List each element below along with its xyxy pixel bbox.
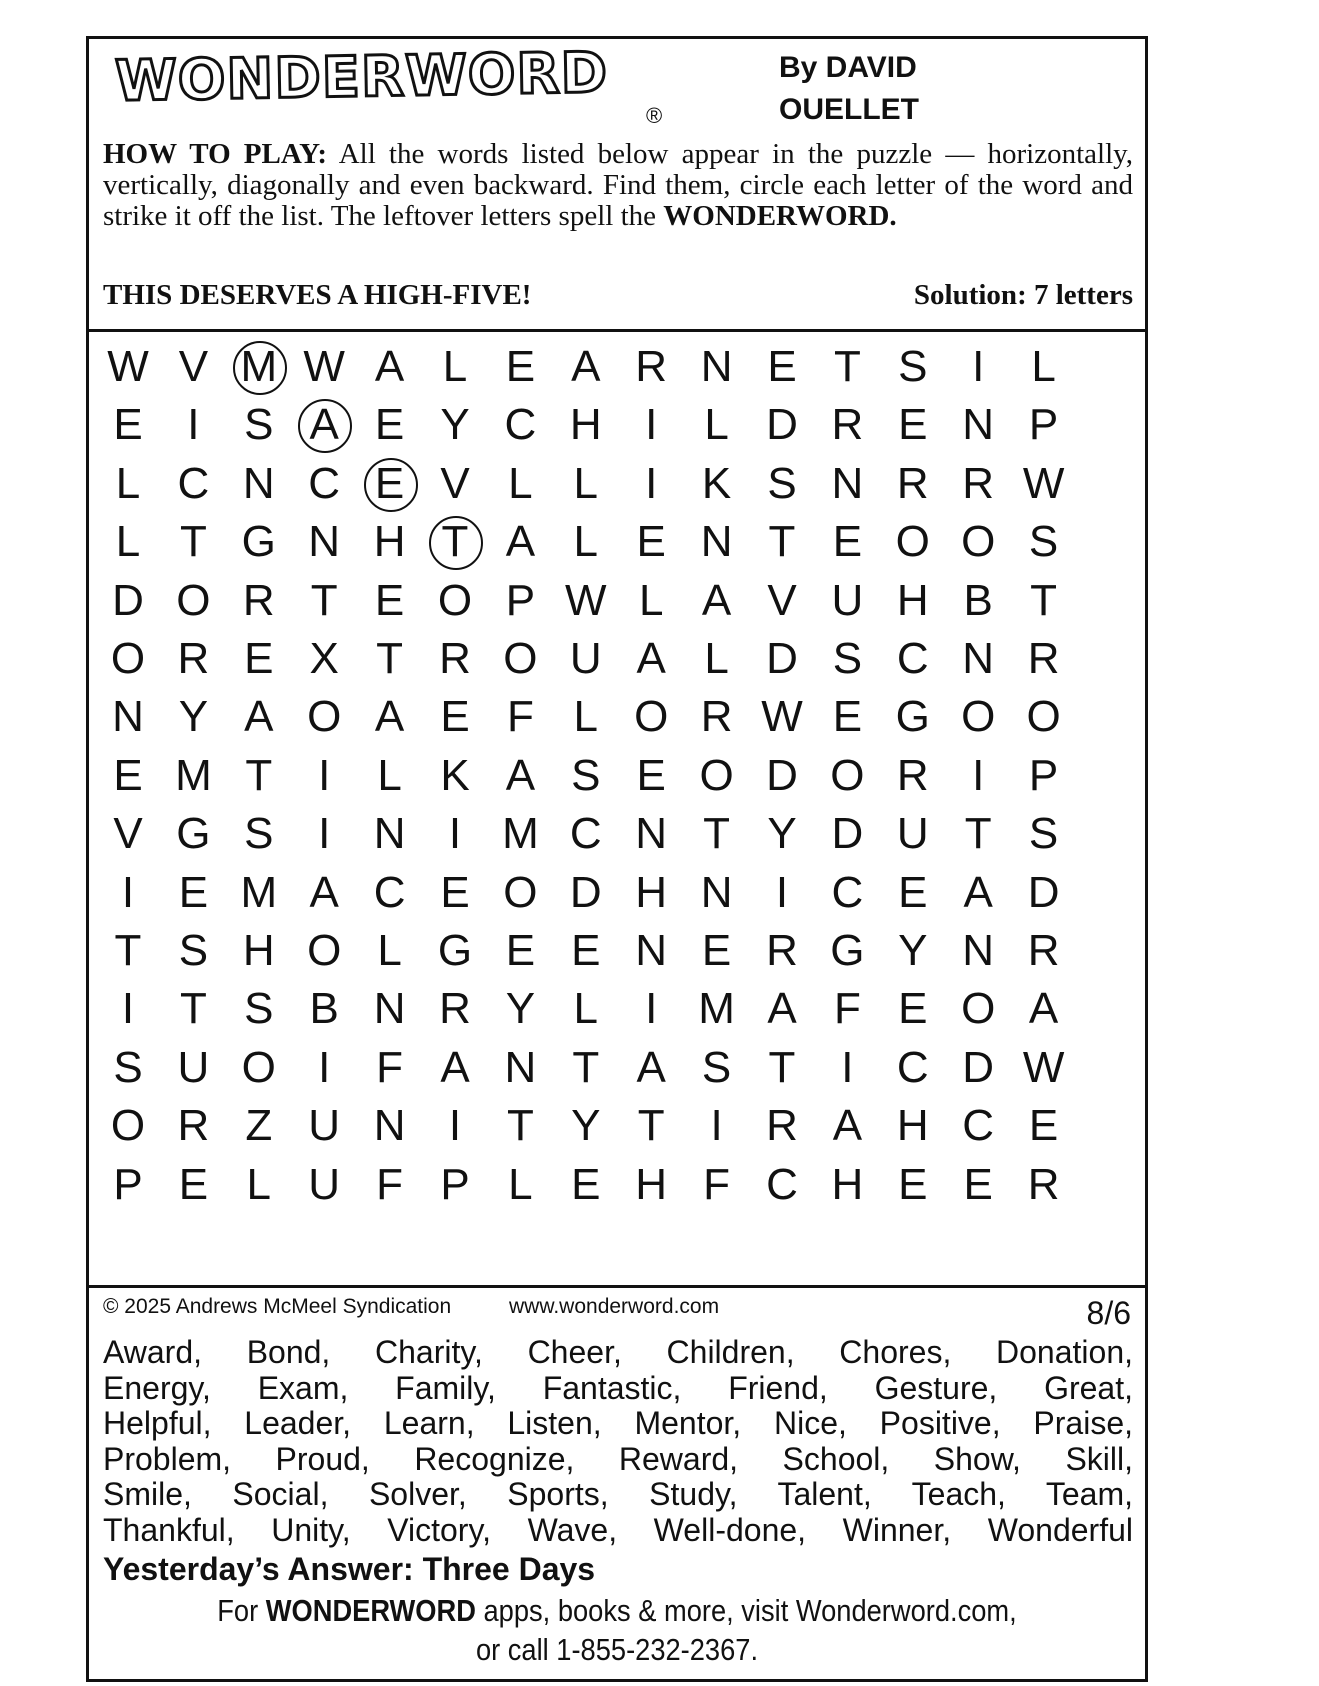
grid-letter[interactable]: D xyxy=(1027,867,1060,917)
grid-letter[interactable]: S xyxy=(1028,517,1059,567)
grid-letter[interactable]: Z xyxy=(245,1101,273,1151)
grid-letter-circled[interactable]: M xyxy=(234,342,284,392)
author-byline xyxy=(779,47,1079,131)
grid-letter[interactable]: O xyxy=(503,867,538,917)
grid-letter[interactable]: A xyxy=(963,867,993,917)
grid-letter[interactable]: N xyxy=(962,400,995,450)
promo-line-1 xyxy=(152,1591,1081,1630)
grid-letter[interactable]: L xyxy=(115,517,141,567)
grid-letter[interactable]: A xyxy=(701,575,732,625)
puzzle-clue: THIS DESERVES A HIGH-FIVE! xyxy=(103,279,532,311)
grid-letter[interactable]: G xyxy=(241,517,276,567)
grid-letter[interactable]: D xyxy=(112,575,144,625)
grid-letter[interactable]: G xyxy=(895,692,930,742)
how-to-play-end: WONDERWORD. xyxy=(663,200,897,232)
grid-letter[interactable]: U xyxy=(896,809,929,859)
grid-letter[interactable]: R xyxy=(1027,926,1060,975)
grid-letter[interactable]: N xyxy=(700,342,733,391)
grid-letter[interactable]: W xyxy=(1022,1042,1065,1092)
grid-letter[interactable]: E xyxy=(898,984,928,1034)
grid-letter[interactable]: W xyxy=(565,575,607,625)
grid-letter[interactable]: T xyxy=(1030,575,1058,625)
grid-letter[interactable]: D xyxy=(569,867,602,917)
grid-letter[interactable]: S xyxy=(113,1042,143,1092)
grid-letter[interactable]: R xyxy=(635,342,668,391)
grid-letter[interactable]: C xyxy=(766,1159,798,1209)
grid-letter[interactable]: W xyxy=(303,342,345,391)
grid-letter[interactable]: A xyxy=(636,634,666,683)
grid-letter[interactable]: Y xyxy=(898,926,928,975)
grid-letter[interactable]: C xyxy=(308,458,341,508)
grid-letter[interactable]: E xyxy=(767,342,797,391)
grid-letter[interactable]: N xyxy=(831,458,864,508)
grid-letter[interactable]: L xyxy=(573,517,599,567)
grid-letter[interactable]: I xyxy=(448,1101,462,1151)
grid-letter[interactable]: T xyxy=(572,1042,600,1092)
grid-letter[interactable]: E xyxy=(636,517,666,567)
grid-letter[interactable]: N xyxy=(373,809,406,859)
grid-letter[interactable]: I xyxy=(121,984,135,1034)
grid-letter-circled[interactable]: E xyxy=(365,459,415,509)
grid-letter[interactable]: E xyxy=(832,517,863,567)
grid-letter[interactable]: O xyxy=(307,926,342,975)
grid-letter[interactable]: R xyxy=(1027,634,1060,683)
grid-letter[interactable]: A xyxy=(374,342,405,391)
how-to-play xyxy=(103,139,1133,232)
grid-letter[interactable]: P xyxy=(505,575,536,625)
grid-letter[interactable]: P xyxy=(440,1159,470,1209)
grid-letter[interactable]: E xyxy=(571,926,601,975)
grid-letter[interactable]: E xyxy=(440,867,470,917)
letter-grid xyxy=(89,332,1145,1288)
grid-letter[interactable]: P xyxy=(1028,750,1059,800)
grid-letter[interactable]: I xyxy=(318,750,331,800)
grid-letter[interactable]: G xyxy=(437,926,473,975)
grid-letter[interactable]: R xyxy=(439,984,471,1034)
grid-letter[interactable]: I xyxy=(448,809,462,859)
grid-letter[interactable]: D xyxy=(831,809,864,859)
grid-letter[interactable]: T xyxy=(768,1042,796,1092)
grid-letter[interactable]: E xyxy=(113,400,143,450)
grid-letter[interactable]: P xyxy=(1028,400,1059,450)
grid-letter[interactable]: T xyxy=(637,1101,665,1151)
grid-letter[interactable]: Y xyxy=(178,692,209,742)
grid-letter[interactable]: O xyxy=(895,517,930,567)
grid-letter[interactable]: O xyxy=(437,575,473,625)
grid-letter[interactable]: T xyxy=(114,926,142,975)
how-to-play-label: HOW TO PLAY: xyxy=(103,138,328,170)
grid-letter[interactable]: E xyxy=(963,1159,993,1209)
grid-letter[interactable]: B xyxy=(963,575,993,625)
grid-letter[interactable]: S xyxy=(767,458,797,508)
word-list-line: Smile, Social, Solver, Sports, Study, Talent, Teach, Team, xyxy=(103,1476,1133,1512)
grid-letter[interactable]: O xyxy=(110,634,146,683)
grid-letter[interactable]: S xyxy=(701,1042,732,1092)
grid-letter[interactable]: E xyxy=(505,342,536,391)
grid-letter[interactable]: V xyxy=(440,458,470,508)
registered-mark: ® xyxy=(646,103,663,128)
grid-letter[interactable]: T xyxy=(703,809,731,859)
how-to-play-text: All the words listed below appear in the puzzle — horizontally, vertically, diagonally and even backward. Find them, circle each letter of the word and strike it off the list. The leftover letters spell the xyxy=(103,138,1134,232)
grid-letter[interactable]: N xyxy=(962,634,995,683)
grid-letter[interactable]: L xyxy=(442,342,468,391)
grid-letter[interactable]: N xyxy=(308,517,341,567)
grid-letter[interactable]: T xyxy=(376,634,404,683)
grid-letter[interactable]: G xyxy=(830,926,865,975)
grid-letter[interactable]: S xyxy=(832,634,863,683)
byline-line-2: OUELLET xyxy=(779,93,919,126)
grid-letter[interactable]: L xyxy=(638,575,664,625)
grid-letter[interactable]: W xyxy=(1022,458,1065,508)
solution-length: Solution: 7 letters xyxy=(913,279,1133,311)
grid-letter[interactable]: I xyxy=(645,984,658,1034)
grid-letter[interactable]: V xyxy=(767,575,797,625)
grid-letter[interactable]: O xyxy=(961,517,996,567)
grid-letter[interactable]: O xyxy=(110,1101,146,1151)
grid-letter[interactable]: L xyxy=(573,458,599,508)
grid-letter[interactable]: R xyxy=(896,750,929,800)
grid-letter[interactable]: A xyxy=(571,342,601,391)
grid-letter[interactable]: E xyxy=(178,867,209,917)
grid-letter[interactable]: R xyxy=(1027,1159,1060,1209)
grid-letter[interactable]: O xyxy=(634,692,669,742)
grid-letter[interactable]: C xyxy=(373,867,406,917)
grid-letter[interactable]: I xyxy=(710,1101,723,1151)
grid-letter[interactable]: O xyxy=(830,750,865,800)
grid-letter[interactable]: F xyxy=(376,1159,404,1209)
grid-letter[interactable]: E xyxy=(898,400,928,450)
grid-letter[interactable]: F xyxy=(703,1159,731,1209)
grid-letter[interactable]: A xyxy=(636,1042,666,1092)
grid-letter[interactable]: L xyxy=(115,458,141,508)
grid-letter[interactable]: C xyxy=(896,634,929,683)
grid-letter[interactable]: L xyxy=(246,1159,272,1209)
promo-line-2: or call 1-855-232-2367. xyxy=(475,1632,759,1667)
grid-letter[interactable]: U xyxy=(177,1042,210,1092)
grid-letter[interactable]: S xyxy=(244,400,274,450)
grid-letter[interactable]: A xyxy=(244,692,274,742)
grid-letter[interactable]: L xyxy=(508,1159,533,1209)
grid-letter[interactable]: E xyxy=(244,634,274,683)
puzzle-header xyxy=(89,39,1145,332)
grid-letter[interactable]: C xyxy=(831,867,864,917)
grid-letter[interactable]: P xyxy=(113,1159,143,1209)
grid-letter[interactable]: W xyxy=(761,692,803,742)
grid-letter[interactable]: E xyxy=(898,867,928,917)
grid-letter[interactable]: A xyxy=(374,692,405,742)
grid-letter[interactable]: I xyxy=(972,750,985,800)
grid-letter[interactable]: L xyxy=(573,692,599,742)
grid-letter[interactable]: D xyxy=(962,1042,995,1092)
grid-letter[interactable]: S xyxy=(571,750,601,800)
grid-letter[interactable]: L xyxy=(377,750,402,800)
grid-letter[interactable]: C xyxy=(177,458,210,508)
word-list-line: Helpful, Leader, Learn, Listen, Mentor, Nice, Positive, Praise, xyxy=(103,1405,1133,1441)
grid-letter[interactable]: F xyxy=(833,984,861,1034)
grid-letter[interactable]: E xyxy=(374,400,405,450)
grid-letter[interactable]: R xyxy=(831,400,864,450)
grid-letter[interactable]: N xyxy=(373,1101,406,1151)
grid-letter[interactable]: H xyxy=(569,400,602,450)
grid-letter[interactable]: A xyxy=(309,867,339,917)
puzzle-footer xyxy=(89,1289,1145,1679)
grid-letter[interactable]: U xyxy=(308,1101,341,1151)
website-link[interactable]: www.wonderword.com xyxy=(509,1295,720,1318)
grid-letter[interactable]: X xyxy=(309,634,339,683)
puzzle-date: 8/6 xyxy=(1086,1295,1131,1331)
grid-letter[interactable]: U xyxy=(308,1159,341,1209)
grid-letter[interactable]: H xyxy=(831,1159,864,1209)
grid-letter[interactable]: O xyxy=(1026,692,1061,742)
grid-letter[interactable]: E xyxy=(113,750,143,800)
grid-letter[interactable]: N xyxy=(373,984,406,1034)
grid-letter[interactable]: E xyxy=(898,1159,928,1209)
grid-letter[interactable]: S xyxy=(1028,809,1059,859)
grid-letter[interactable]: H xyxy=(635,867,668,917)
grid-letter[interactable]: H xyxy=(896,575,929,625)
grid-letter[interactable]: E xyxy=(571,1159,601,1209)
grid-letter[interactable]: R xyxy=(177,1101,210,1151)
grid-letter[interactable]: V xyxy=(113,809,143,859)
grid-letter[interactable]: T xyxy=(506,1101,534,1151)
word-list-line: Energy, Exam, Family, Fantastic, Friend, Gesture, Great, xyxy=(103,1369,1133,1406)
grid-letter[interactable]: M xyxy=(240,867,278,917)
grid-letter[interactable]: N xyxy=(700,867,733,917)
promo-suffix: apps, books & more, visit Wonderword.com, xyxy=(483,1593,1017,1628)
wonderword-logo: WONDERWORD xyxy=(114,40,609,115)
grid-letter[interactable]: C xyxy=(896,1042,929,1092)
grid-letter[interactable]: A xyxy=(505,750,536,800)
grid-letter[interactable]: A xyxy=(1028,984,1059,1034)
grid-letter[interactable]: R xyxy=(242,575,275,625)
grid-letter[interactable]: T xyxy=(310,575,338,625)
grid-letter[interactable]: O xyxy=(699,750,734,800)
grid-letter[interactable]: A xyxy=(505,517,536,567)
grid-letter[interactable]: I xyxy=(775,867,789,917)
grid-letter[interactable]: L xyxy=(377,926,402,975)
grid-letter[interactable]: A xyxy=(767,984,797,1034)
grid-letter[interactable]: S xyxy=(244,809,274,859)
grid-letter[interactable]: D xyxy=(766,750,798,800)
grid-letter[interactable]: T xyxy=(245,750,273,800)
grid-letter[interactable]: Y xyxy=(571,1101,601,1151)
grid-letter[interactable]: O xyxy=(307,692,342,742)
grid-letter[interactable]: L xyxy=(573,984,599,1034)
grid-letter[interactable]: Y xyxy=(440,400,470,450)
grid-letter[interactable]: H xyxy=(373,517,406,567)
grid-letter[interactable]: T xyxy=(179,517,207,567)
grid-letter[interactable]: E xyxy=(832,692,863,742)
grid-letter[interactable]: O xyxy=(961,984,996,1034)
grid-letter[interactable]: N xyxy=(635,926,668,975)
promo-text xyxy=(152,1591,1081,1669)
grid-letter[interactable]: S xyxy=(244,984,274,1034)
grid-letter[interactable]: O xyxy=(961,692,996,742)
grid-letter[interactable]: D xyxy=(766,400,798,450)
grid-letter[interactable]: L xyxy=(1031,342,1056,391)
grid-letter[interactable]: E xyxy=(440,692,470,742)
grid-letter[interactable]: E xyxy=(178,1159,209,1209)
grid-letter[interactable]: R xyxy=(439,634,471,683)
grid-letter[interactable]: W xyxy=(107,342,149,391)
grid-letter[interactable]: Y xyxy=(505,984,536,1034)
grid-letter[interactable]: O xyxy=(241,1042,276,1092)
grid-letter[interactable]: T xyxy=(768,517,796,567)
grid-letter[interactable]: I xyxy=(318,1042,331,1092)
grid-letter[interactable]: M xyxy=(502,809,539,859)
word-list-line: Thankful, Unity, Victory, Wave, Well-done, Winner, Wonderful xyxy=(103,1511,1133,1548)
grid-letter[interactable]: L xyxy=(704,400,729,450)
grid-letter[interactable]: R xyxy=(962,458,995,508)
grid-letter[interactable]: U xyxy=(831,575,864,625)
grid-letter-circled[interactable]: A xyxy=(299,400,349,450)
grid-letter-circled[interactable]: T xyxy=(430,517,480,567)
grid-letter[interactable]: N xyxy=(242,458,275,508)
grid-letter[interactable]: I xyxy=(841,1042,854,1092)
grid-letter[interactable]: N xyxy=(962,926,995,975)
grid-letter[interactable]: E xyxy=(1028,1101,1059,1151)
grid-letter[interactable]: I xyxy=(645,400,658,450)
grid-letter[interactable]: F xyxy=(506,692,534,742)
grid-letter[interactable]: G xyxy=(176,809,211,859)
promo-prefix: For xyxy=(217,1593,259,1628)
grid-letter[interactable]: N xyxy=(635,809,668,859)
byline-line-1: By DAVID xyxy=(779,51,917,84)
grid-letter[interactable]: S xyxy=(898,342,928,391)
yesterday-answer: Yesterday’s Answer: Three Days xyxy=(103,1551,596,1587)
grid-letter[interactable]: T xyxy=(964,809,992,859)
promo-brand: WONDERWORD xyxy=(265,1593,476,1628)
grid-letter[interactable]: I xyxy=(318,809,331,859)
grid-letter[interactable]: R xyxy=(896,458,929,508)
grid-letter[interactable]: I xyxy=(645,458,658,508)
grid-letter[interactable]: R xyxy=(700,692,733,742)
grid-letter[interactable]: M xyxy=(175,750,212,800)
grid-letter[interactable]: R xyxy=(766,1101,798,1151)
word-list-line: Award, Bond, Charity, Cheer, Children, Chores, Donation, xyxy=(103,1334,1133,1370)
puzzle-frame xyxy=(86,36,1148,1682)
grid-letter[interactable]: H xyxy=(635,1159,668,1209)
grid-letter[interactable]: C xyxy=(504,400,537,450)
grid-letter[interactable]: E xyxy=(505,926,536,975)
grid-letter[interactable]: N xyxy=(700,517,733,567)
grid-letter[interactable]: K xyxy=(440,750,470,800)
grid-letter[interactable]: R xyxy=(177,634,210,683)
grid-letter[interactable]: A xyxy=(440,1042,470,1092)
grid-letter[interactable]: V xyxy=(178,342,209,391)
grid-letter[interactable]: N xyxy=(504,1042,537,1092)
grid-letter[interactable]: H xyxy=(896,1101,929,1151)
grid-letter[interactable]: B xyxy=(309,984,339,1034)
grid-letter[interactable]: U xyxy=(569,634,602,683)
grid-letter[interactable]: I xyxy=(972,342,985,391)
grid-letter[interactable]: K xyxy=(701,458,732,508)
grid-letter[interactable]: N xyxy=(112,692,144,742)
word-list-line: Problem, Proud, Recognize, Reward, School, Show, Skill, xyxy=(103,1440,1133,1477)
grid-letter[interactable]: T xyxy=(833,342,861,391)
grid-letter[interactable]: O xyxy=(503,634,538,683)
grid-letter[interactable]: R xyxy=(766,926,798,975)
grid-letter[interactable]: C xyxy=(962,1101,995,1151)
grid-letter[interactable]: H xyxy=(242,926,275,975)
grid-letter[interactable]: C xyxy=(569,809,602,859)
word-list xyxy=(103,1335,1133,1548)
grid-letter[interactable]: L xyxy=(508,458,533,508)
grid-letter[interactable]: I xyxy=(187,400,200,450)
grid-letter[interactable]: S xyxy=(178,926,209,975)
copyright: © 2025 Andrews McMeel Syndication xyxy=(103,1295,452,1318)
grid-letter[interactable]: Y xyxy=(767,809,797,859)
grid-letter[interactable]: O xyxy=(176,575,211,625)
grid-letter[interactable]: I xyxy=(121,867,135,917)
grid-letter[interactable]: E xyxy=(636,750,666,800)
grid-letter[interactable]: L xyxy=(704,634,729,683)
grid-letter[interactable]: E xyxy=(374,575,405,625)
grid-letter[interactable]: E xyxy=(701,926,732,975)
grid-letter[interactable]: M xyxy=(698,984,735,1034)
grid-letter[interactable]: D xyxy=(766,634,798,683)
grid-letter[interactable]: T xyxy=(179,984,207,1034)
grid-letter[interactable]: F xyxy=(376,1042,404,1092)
grid-letter[interactable]: A xyxy=(832,1101,863,1151)
